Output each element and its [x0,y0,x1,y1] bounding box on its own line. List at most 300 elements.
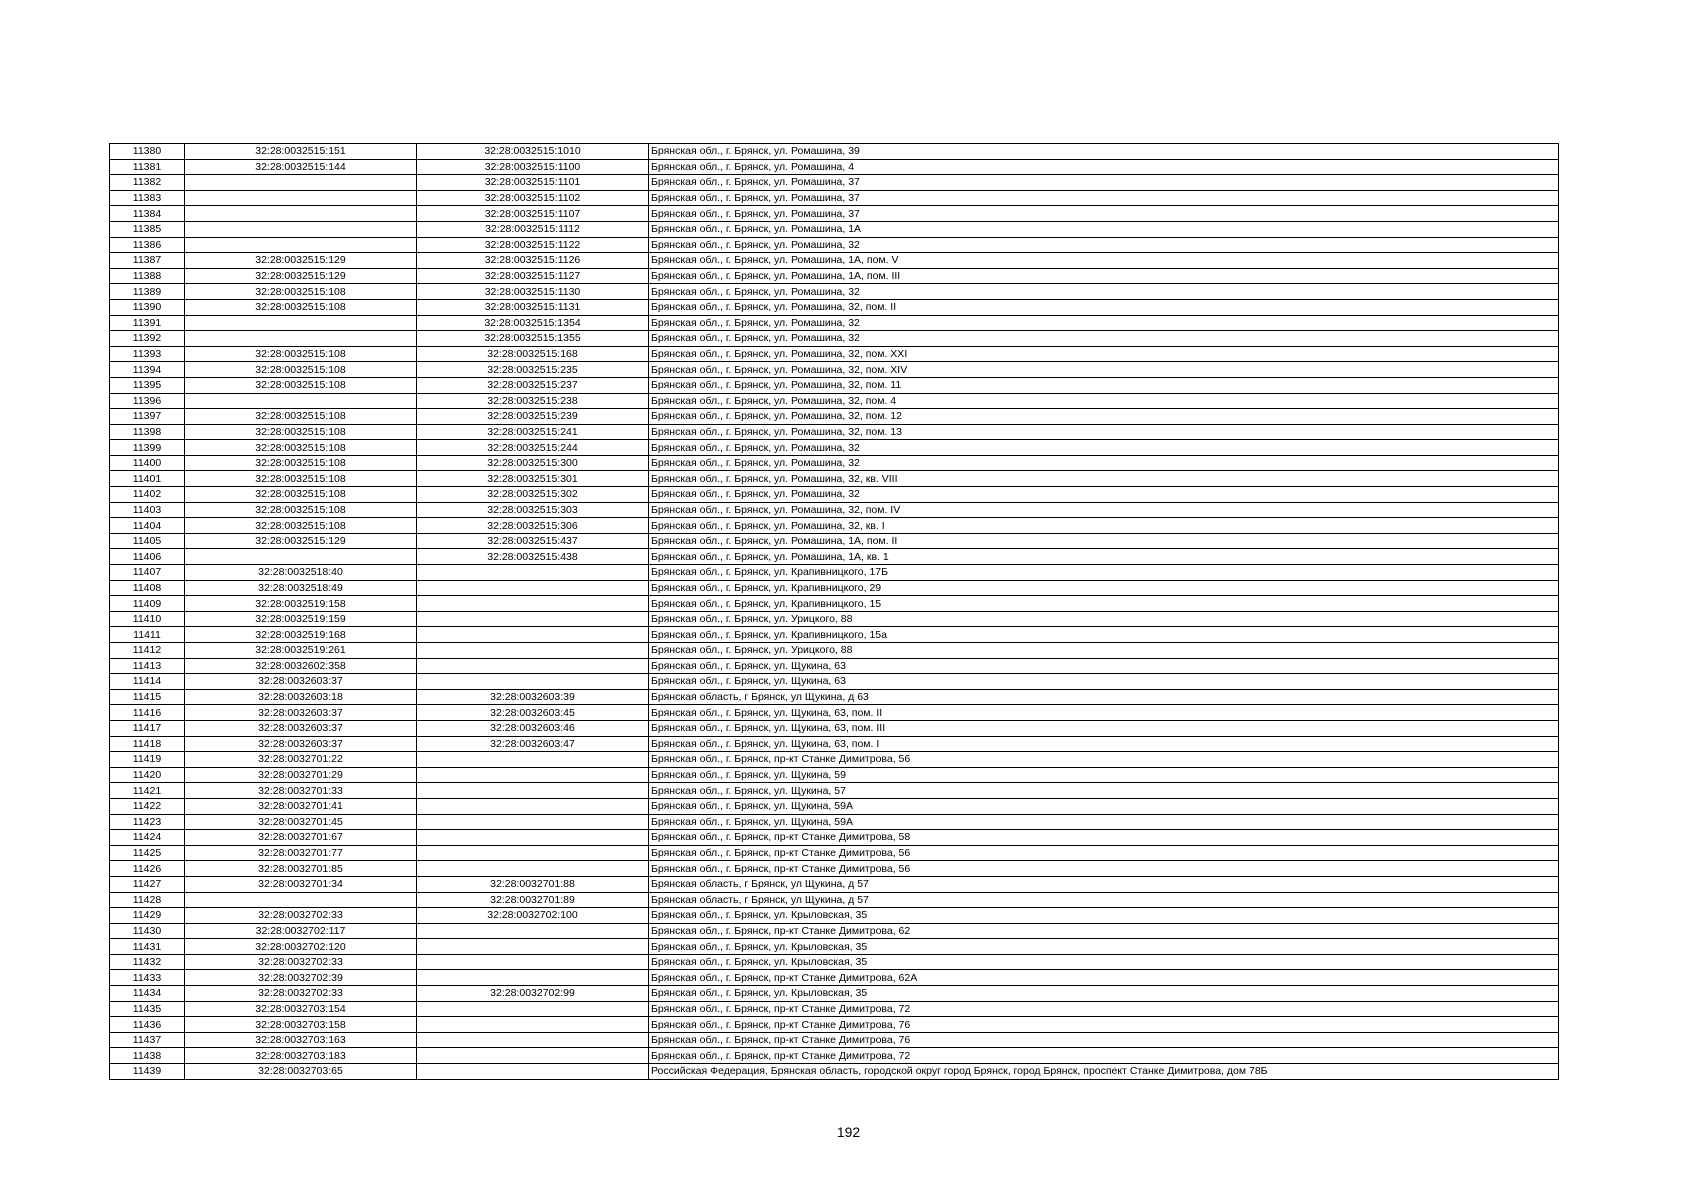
parcel-number-cell: 32:28:0032703:65 [185,1064,417,1080]
address-cell: Брянская обл., г. Брянск, ул. Щукина, 63 [649,658,1559,674]
row-number-cell: 11430 [110,923,185,939]
parcel-number-cell [185,190,417,206]
object-number-cell [417,674,649,690]
address-cell: Брянская обл., г. Брянск, пр-кт Станке Димитрова, 76 [649,1017,1559,1033]
address-cell: Брянская обл., г. Брянск, ул. Урицкого, 88 [649,643,1559,659]
parcel-number-cell: 32:28:0032515:108 [185,455,417,471]
object-number-cell [417,845,649,861]
address-cell: Брянская обл., г. Брянск, ул. Крыловская, 35 [649,986,1559,1002]
row-number-cell: 11399 [110,440,185,456]
table-row [110,315,1559,331]
table-row [110,221,1559,237]
table-row [110,144,1559,160]
object-number-cell: 32:28:0032515:239 [417,409,649,425]
row-number-cell: 11398 [110,424,185,440]
row-number-cell: 11409 [110,596,185,612]
table-row [110,1001,1559,1017]
parcel-number-cell: 32:28:0032701:34 [185,876,417,892]
address-cell: Брянская обл., г. Брянск, пр-кт Станке Димитрова, 58 [649,830,1559,846]
row-number-cell: 11406 [110,549,185,565]
table-row [110,331,1559,347]
table-row [110,627,1559,643]
address-cell: Брянская обл., г. Брянск, ул. Щукина, 57 [649,783,1559,799]
row-number-cell: 11402 [110,487,185,503]
object-number-cell: 32:28:0032515:300 [417,455,649,471]
parcel-number-cell: 32:28:0032515:108 [185,409,417,425]
row-number-cell: 11431 [110,939,185,955]
row-number-cell: 11400 [110,455,185,471]
object-number-cell: 32:28:0032515:1130 [417,284,649,300]
object-number-cell [417,939,649,955]
row-number-cell: 11434 [110,986,185,1002]
parcel-number-cell: 32:28:0032519:168 [185,627,417,643]
registry-table-body [110,144,1559,1080]
address-cell: Брянская обл., г. Брянск, пр-кт Станке Димитрова, 72 [649,1001,1559,1017]
object-number-cell [417,627,649,643]
parcel-number-cell [185,393,417,409]
row-number-cell: 11414 [110,674,185,690]
table-row [110,159,1559,175]
object-number-cell [417,1001,649,1017]
row-number-cell: 11412 [110,643,185,659]
parcel-number-cell: 32:28:0032701:33 [185,783,417,799]
parcel-number-cell: 32:28:0032515:108 [185,440,417,456]
address-cell: Брянская обл., г. Брянск, ул. Ромашина, 32 [649,284,1559,300]
table-row [110,206,1559,222]
object-number-cell: 32:28:0032603:39 [417,689,649,705]
table-row [110,1032,1559,1048]
parcel-number-cell: 32:28:0032602:358 [185,658,417,674]
table-row [110,892,1559,908]
parcel-number-cell: 32:28:0032519:158 [185,596,417,612]
table-row [110,471,1559,487]
parcel-number-cell: 32:28:0032515:144 [185,159,417,175]
table-row [110,720,1559,736]
table-row [110,284,1559,300]
table-row [110,455,1559,471]
object-number-cell [417,611,649,627]
parcel-number-cell: 32:28:0032515:108 [185,424,417,440]
parcel-number-cell: 32:28:0032701:41 [185,798,417,814]
parcel-number-cell: 32:28:0032515:108 [185,284,417,300]
row-number-cell: 11384 [110,206,185,222]
parcel-number-cell [185,315,417,331]
address-cell: Брянская обл., г. Брянск, ул. Ромашина, 32, пом. 4 [649,393,1559,409]
address-cell: Брянская обл., г. Брянск, ул. Крапивницкого, 29 [649,580,1559,596]
row-number-cell: 11388 [110,268,185,284]
table-row [110,643,1559,659]
address-cell: Брянская обл., г. Брянск, ул. Щукина, 59 [649,767,1559,783]
parcel-number-cell: 32:28:0032703:158 [185,1017,417,1033]
object-number-cell [417,565,649,581]
parcel-number-cell: 32:28:0032703:163 [185,1032,417,1048]
table-row [110,424,1559,440]
row-number-cell: 11427 [110,876,185,892]
object-number-cell [417,814,649,830]
table-row [110,845,1559,861]
row-number-cell: 11429 [110,908,185,924]
object-number-cell: 32:28:0032515:1122 [417,237,649,253]
parcel-number-cell: 32:28:0032515:108 [185,377,417,393]
table-row [110,175,1559,191]
table-row [110,596,1559,612]
parcel-number-cell: 32:28:0032702:33 [185,986,417,1002]
parcel-number-cell [185,892,417,908]
object-number-cell: 32:28:0032515:437 [417,533,649,549]
object-number-cell: 32:28:0032603:45 [417,705,649,721]
address-cell: Брянская обл., г. Брянск, ул. Ромашина, 1А, пом. V [649,253,1559,269]
object-number-cell: 32:28:0032515:241 [417,424,649,440]
address-cell: Брянская обл., г. Брянск, ул. Крапивницкого, 17Б [649,565,1559,581]
row-number-cell: 11413 [110,658,185,674]
row-number-cell: 11396 [110,393,185,409]
table-row [110,1017,1559,1033]
parcel-number-cell: 32:28:0032702:33 [185,908,417,924]
parcel-number-cell: 32:28:0032515:108 [185,471,417,487]
table-row [110,362,1559,378]
row-number-cell: 11407 [110,565,185,581]
page-number: 192 [836,1124,861,1140]
parcel-number-cell: 32:28:0032603:37 [185,736,417,752]
object-number-cell [417,830,649,846]
address-cell: Брянская обл., г. Брянск, ул. Крыловская, 35 [649,939,1559,955]
object-number-cell [417,1048,649,1064]
address-cell: Брянская обл., г. Брянск, пр-кт Станке Димитрова, 62А [649,970,1559,986]
row-number-cell: 11397 [110,409,185,425]
table-row [110,611,1559,627]
parcel-number-cell: 32:28:0032515:129 [185,268,417,284]
row-number-cell: 11415 [110,689,185,705]
object-number-cell: 32:28:0032701:89 [417,892,649,908]
address-cell: Брянская обл., г. Брянск, ул. Ромашина, 32 [649,237,1559,253]
table-row [110,487,1559,503]
address-cell: Брянская обл., г. Брянск, ул. Щукина, 63, пом. I [649,736,1559,752]
parcel-number-cell: 32:28:0032515:108 [185,346,417,362]
address-cell: Брянская обл., г. Брянск, пр-кт Станке Димитрова, 76 [649,1032,1559,1048]
row-number-cell: 11392 [110,331,185,347]
row-number-cell: 11423 [110,814,185,830]
address-cell: Брянская область, г Брянск, ул Щукина, д 57 [649,892,1559,908]
table-row [110,253,1559,269]
object-number-cell: 32:28:0032515:1100 [417,159,649,175]
parcel-number-cell: 32:28:0032702:117 [185,923,417,939]
row-number-cell: 11411 [110,627,185,643]
table-row [110,190,1559,206]
parcel-number-cell: 32:28:0032703:154 [185,1001,417,1017]
row-number-cell: 11438 [110,1048,185,1064]
row-number-cell: 11425 [110,845,185,861]
parcel-number-cell [185,237,417,253]
address-cell: Брянская обл., г. Брянск, ул. Ромашина, 32, пом. 12 [649,409,1559,425]
row-number-cell: 11420 [110,767,185,783]
address-cell: Брянская обл., г. Брянск, ул. Ромашина, 32 [649,487,1559,503]
table-row [110,268,1559,284]
row-number-cell: 11416 [110,705,185,721]
object-number-cell [417,1017,649,1033]
parcel-number-cell: 32:28:0032519:159 [185,611,417,627]
object-number-cell: 32:28:0032515:438 [417,549,649,565]
object-number-cell [417,658,649,674]
registry-table [109,143,1559,1080]
table-row [110,752,1559,768]
object-number-cell [417,923,649,939]
row-number-cell: 11387 [110,253,185,269]
parcel-number-cell: 32:28:0032515:108 [185,502,417,518]
row-number-cell: 11385 [110,221,185,237]
table-row [110,346,1559,362]
object-number-cell: 32:28:0032702:100 [417,908,649,924]
row-number-cell: 11424 [110,830,185,846]
parcel-number-cell: 32:28:0032515:151 [185,144,417,160]
object-number-cell [417,767,649,783]
object-number-cell: 32:28:0032515:238 [417,393,649,409]
address-cell: Брянская обл., г. Брянск, ул. Ромашина, 32 [649,331,1559,347]
parcel-number-cell: 32:28:0032703:183 [185,1048,417,1064]
parcel-number-cell: 32:28:0032603:18 [185,689,417,705]
parcel-number-cell: 32:28:0032515:108 [185,362,417,378]
object-number-cell: 32:28:0032515:1126 [417,253,649,269]
row-number-cell: 11381 [110,159,185,175]
parcel-number-cell [185,175,417,191]
parcel-number-cell [185,331,417,347]
address-cell: Брянская обл., г. Брянск, ул. Ромашина, 32, пом. IV [649,502,1559,518]
object-number-cell: 32:28:0032515:244 [417,440,649,456]
table-row [110,299,1559,315]
row-number-cell: 11432 [110,954,185,970]
parcel-number-cell [185,206,417,222]
row-number-cell: 11436 [110,1017,185,1033]
parcel-number-cell: 32:28:0032603:37 [185,720,417,736]
object-number-cell: 32:28:0032515:1355 [417,331,649,347]
parcel-number-cell [185,221,417,237]
table-row [110,830,1559,846]
address-cell: Брянская обл., г. Брянск, ул. Щукина, 63, пом. II [649,705,1559,721]
address-cell: Брянская область, г Брянск, ул Щукина, д 57 [649,876,1559,892]
row-number-cell: 11403 [110,502,185,518]
address-cell: Российская Федерация, Брянская область, городской округ город Брянск, город Брянск, проспект Станке Димитрова, дом 78Б [649,1064,1559,1080]
parcel-number-cell: 32:28:0032702:33 [185,954,417,970]
address-cell: Брянская обл., г. Брянск, пр-кт Станке Димитрова, 72 [649,1048,1559,1064]
object-number-cell [417,861,649,877]
parcel-number-cell: 32:28:0032702:120 [185,939,417,955]
row-number-cell: 11383 [110,190,185,206]
address-cell: Брянская обл., г. Брянск, пр-кт Станке Димитрова, 56 [649,845,1559,861]
address-cell: Брянская обл., г. Брянск, ул. Ромашина, 37 [649,175,1559,191]
table-row [110,533,1559,549]
row-number-cell: 11419 [110,752,185,768]
parcel-number-cell: 32:28:0032701:29 [185,767,417,783]
address-cell: Брянская обл., г. Брянск, пр-кт Станке Димитрова, 62 [649,923,1559,939]
row-number-cell: 11408 [110,580,185,596]
address-cell: Брянская обл., г. Брянск, ул. Ромашина, 32, кв. I [649,518,1559,534]
parcel-number-cell: 32:28:0032519:261 [185,643,417,659]
object-number-cell [417,596,649,612]
row-number-cell: 11437 [110,1032,185,1048]
address-cell: Брянская обл., г. Брянск, ул. Крыловская, 35 [649,954,1559,970]
row-number-cell: 11382 [110,175,185,191]
address-cell: Брянская обл., г. Брянск, ул. Щукина, 63 [649,674,1559,690]
address-cell: Брянская обл., г. Брянск, ул. Ромашина, 37 [649,190,1559,206]
row-number-cell: 11405 [110,533,185,549]
parcel-number-cell [185,549,417,565]
object-number-cell: 32:28:0032515:1354 [417,315,649,331]
table-row [110,518,1559,534]
object-number-cell: 32:28:0032515:1131 [417,299,649,315]
object-number-cell: 32:28:0032702:99 [417,986,649,1002]
address-cell: Брянская обл., г. Брянск, пр-кт Станке Димитрова, 56 [649,861,1559,877]
row-number-cell: 11435 [110,1001,185,1017]
row-number-cell: 11404 [110,518,185,534]
object-number-cell: 32:28:0032515:237 [417,377,649,393]
row-number-cell: 11422 [110,798,185,814]
parcel-number-cell: 32:28:0032515:108 [185,299,417,315]
row-number-cell: 11428 [110,892,185,908]
address-cell: Брянская обл., г. Брянск, ул. Ромашина, 32, кв. VIII [649,471,1559,487]
object-number-cell: 32:28:0032515:302 [417,487,649,503]
row-number-cell: 11391 [110,315,185,331]
parcel-number-cell: 32:28:0032518:40 [185,565,417,581]
address-cell: Брянская обл., г. Брянск, ул. Щукина, 63, пом. III [649,720,1559,736]
table-row [110,440,1559,456]
parcel-number-cell: 32:28:0032701:22 [185,752,417,768]
row-number-cell: 11410 [110,611,185,627]
object-number-cell: 32:28:0032515:1107 [417,206,649,222]
object-number-cell: 32:28:0032515:306 [417,518,649,534]
table-row [110,658,1559,674]
object-number-cell: 32:28:0032515:1101 [417,175,649,191]
table-row [110,939,1559,955]
row-number-cell: 11417 [110,720,185,736]
table-row [110,783,1559,799]
table-row [110,1064,1559,1080]
address-cell: Брянская обл., г. Брянск, ул. Ромашина, 32 [649,315,1559,331]
table-row [110,736,1559,752]
table-row [110,705,1559,721]
table-row [110,986,1559,1002]
address-cell: Брянская обл., г. Брянск, ул. Ромашина, 1А, пом. III [649,268,1559,284]
address-cell: Брянская обл., г. Брянск, ул. Ромашина, 32, пом. 13 [649,424,1559,440]
table-row [110,689,1559,705]
object-number-cell [417,580,649,596]
object-number-cell: 32:28:0032515:301 [417,471,649,487]
table-row [110,580,1559,596]
address-cell: Брянская обл., г. Брянск, ул. Ромашина, 4 [649,159,1559,175]
address-cell: Брянская обл., г. Брянск, ул. Ромашина, 32 [649,440,1559,456]
parcel-number-cell: 32:28:0032515:129 [185,533,417,549]
parcel-number-cell: 32:28:0032518:49 [185,580,417,596]
row-number-cell: 11386 [110,237,185,253]
address-cell: Брянская обл., г. Брянск, ул. Урицкого, 88 [649,611,1559,627]
row-number-cell: 11421 [110,783,185,799]
row-number-cell: 11380 [110,144,185,160]
address-cell: Брянская обл., г. Брянск, ул. Крыловская, 35 [649,908,1559,924]
row-number-cell: 11393 [110,346,185,362]
table-row [110,954,1559,970]
object-number-cell: 32:28:0032515:168 [417,346,649,362]
object-number-cell: 32:28:0032515:235 [417,362,649,378]
object-number-cell [417,970,649,986]
address-cell: Брянская обл., г. Брянск, ул. Ромашина, 1А [649,221,1559,237]
object-number-cell [417,643,649,659]
object-number-cell: 32:28:0032603:47 [417,736,649,752]
address-cell: Брянская обл., г. Брянск, ул. Щукина, 59А [649,814,1559,830]
address-cell: Брянская обл., г. Брянск, ул. Ромашина, 39 [649,144,1559,160]
address-cell: Брянская обл., г. Брянск, ул. Ромашина, 32, пом. XXI [649,346,1559,362]
row-number-cell: 11394 [110,362,185,378]
table-row [110,502,1559,518]
object-number-cell: 32:28:0032701:88 [417,876,649,892]
object-number-cell: 32:28:0032515:303 [417,502,649,518]
object-number-cell: 32:28:0032515:1102 [417,190,649,206]
address-cell: Брянская обл., г. Брянск, ул. Щукина, 59А [649,798,1559,814]
object-number-cell: 32:28:0032515:1112 [417,221,649,237]
table-row [110,861,1559,877]
object-number-cell [417,798,649,814]
object-number-cell [417,954,649,970]
address-cell: Брянская обл., г. Брянск, ул. Ромашина, 1А, кв. 1 [649,549,1559,565]
table-row [110,237,1559,253]
table-row [110,814,1559,830]
table-row [110,549,1559,565]
parcel-number-cell: 32:28:0032701:85 [185,861,417,877]
parcel-number-cell: 32:28:0032603:37 [185,705,417,721]
object-number-cell [417,752,649,768]
address-cell: Брянская обл., г. Брянск, ул. Ромашина, 1А, пом. II [649,533,1559,549]
address-cell: Брянская обл., г. Брянск, ул. Ромашина, 37 [649,206,1559,222]
parcel-number-cell: 32:28:0032603:37 [185,674,417,690]
parcel-number-cell: 32:28:0032701:45 [185,814,417,830]
row-number-cell: 11395 [110,377,185,393]
parcel-number-cell: 32:28:0032701:77 [185,845,417,861]
row-number-cell: 11390 [110,299,185,315]
row-number-cell: 11389 [110,284,185,300]
parcel-number-cell: 32:28:0032515:129 [185,253,417,269]
table-row [110,908,1559,924]
address-cell: Брянская обл., г. Брянск, ул. Ромашина, 32, пом. 11 [649,377,1559,393]
parcel-number-cell: 32:28:0032515:108 [185,518,417,534]
address-cell: Брянская обл., г. Брянск, ул. Ромашина, 32, пом. XIV [649,362,1559,378]
parcel-number-cell: 32:28:0032702:39 [185,970,417,986]
address-cell: Брянская обл., г. Брянск, пр-кт Станке Димитрова, 56 [649,752,1559,768]
table-row [110,923,1559,939]
object-number-cell: 32:28:0032515:1010 [417,144,649,160]
address-cell: Брянская обл., г. Брянск, ул. Крапивницкого, 15 [649,596,1559,612]
table-row [110,393,1559,409]
address-cell: Брянская обл., г. Брянск, ул. Ромашина, 32 [649,455,1559,471]
table-row [110,970,1559,986]
object-number-cell: 32:28:0032603:46 [417,720,649,736]
address-cell: Брянская обл., г. Брянск, ул. Ромашина, 32, пом. II [649,299,1559,315]
row-number-cell: 11426 [110,861,185,877]
address-cell: Брянская область, г Брянск, ул Щукина, д 63 [649,689,1559,705]
row-number-cell: 11433 [110,970,185,986]
table-row [110,1048,1559,1064]
table-row [110,409,1559,425]
table-row [110,767,1559,783]
table-row [110,876,1559,892]
address-cell: Брянская обл., г. Брянск, ул. Крапивницкого, 15а [649,627,1559,643]
table-row [110,565,1559,581]
parcel-number-cell: 32:28:0032701:67 [185,830,417,846]
object-number-cell [417,1064,649,1080]
object-number-cell [417,783,649,799]
row-number-cell: 11439 [110,1064,185,1080]
parcel-number-cell: 32:28:0032515:108 [185,487,417,503]
table-row [110,798,1559,814]
table-row [110,377,1559,393]
object-number-cell [417,1032,649,1048]
object-number-cell: 32:28:0032515:1127 [417,268,649,284]
